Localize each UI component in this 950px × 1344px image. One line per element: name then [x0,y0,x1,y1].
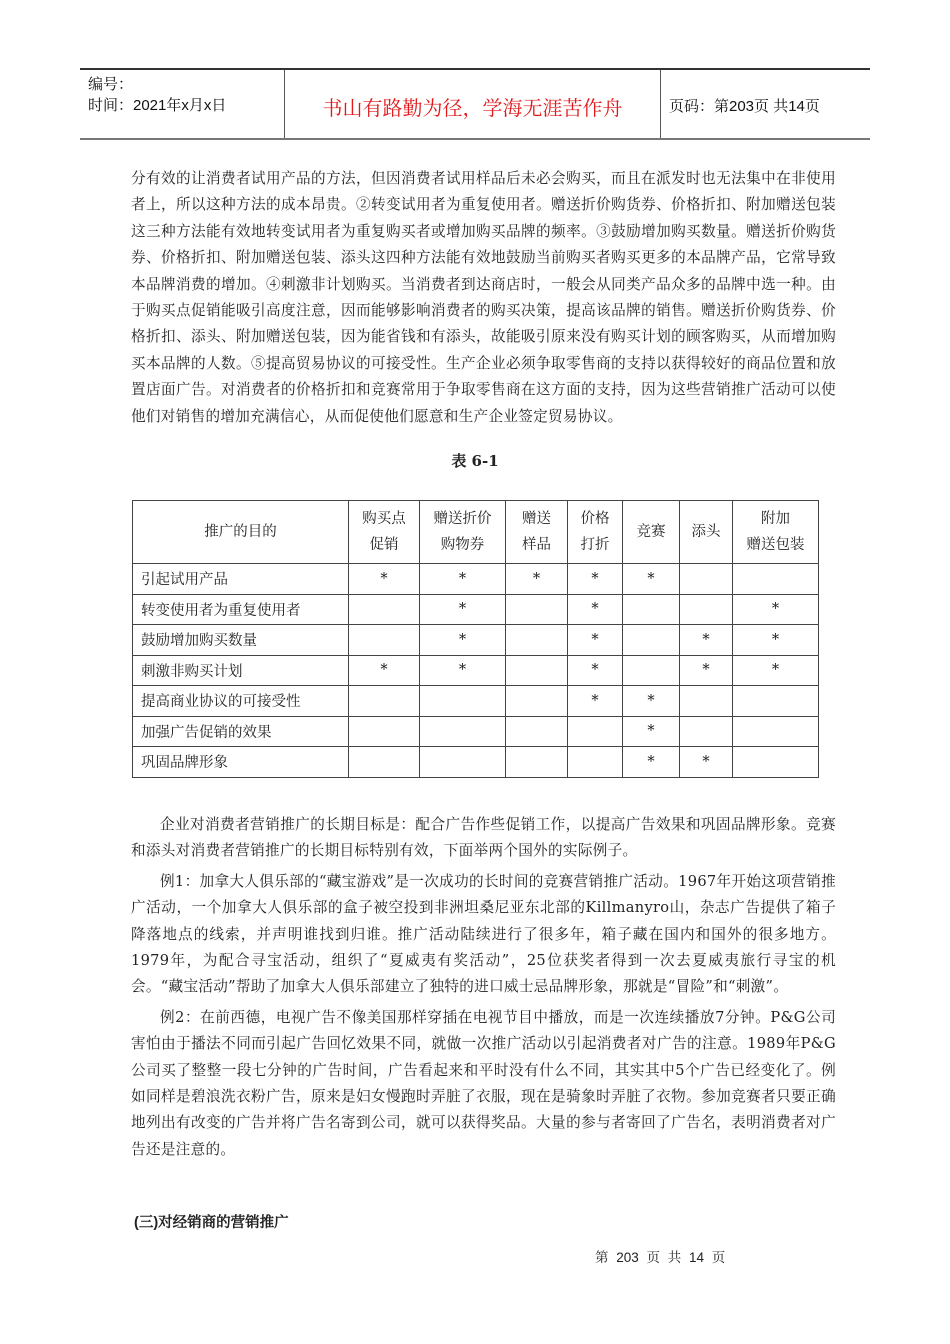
table-cell [623,594,680,625]
table-cell [349,625,420,656]
table-cell: * [420,564,506,595]
table-cell: * [623,716,680,747]
table-cell [506,594,568,625]
table-cell: * [733,655,819,686]
table-cell: * [506,564,568,595]
header-motto: 书山有路勤为径，学海无涯苦作舟 [285,70,661,138]
table-cell [733,747,819,778]
header-cell: 附加 赠送包装 [733,501,819,564]
promotion-table [132,500,819,778]
page-footer: 第 203 页 共 14 页 [595,1250,726,1265]
header-cell: 购买点 促销 [349,501,420,564]
header-cell: 推广的目的 [133,501,349,564]
table-cell [349,594,420,625]
table-cell [680,564,733,595]
table-cell [506,655,568,686]
table-cell [506,716,568,747]
table-cell: * [420,625,506,656]
table-cell [680,594,733,625]
table-cell [506,686,568,717]
table-header-row [133,501,819,564]
header-meta [80,70,285,138]
paragraph-intro: 分有效的让消费者试用产品的方法，但因消费者试用样品后未必会购买，而且在派发时也无法集中在非使用者上，所以这种方法的成本昂贵。②转变试用者为重复使用者。赠送折价购货券、价格折扣、附加赠送包装这三种方法能有效地转变试用者为重复购买者或增加购买品牌的频率。③鼓励增加购买数量。赠送折价购货券、价格折扣、附加赠送包装、添头这四种方法能有效地鼓励当前购买者购买更多的本品牌产品，它常导致本品牌消费的增加。④刺激非计划购买。当消费者到达商店时，一般会从同类产品众多的品牌中选一种。由于购买点促销能吸引高度注意，因而能够影响消费者的购买决策，提高该品牌的销售。赠送折价购货券、价格折扣、添头、附加赠送包装，因为能省钱和有添头，故能吸引原来没有购买计划的顾客购买，从而增加购买本品牌的人数。⑤提高贸易协议的可接受性。生产企业必须争取零售商的支持以获得较好的商品位置和放置店面广告。对消费者的价格折扣和竞赛常用于争取零售商在这方面的支持，因为这些营销推广活动可以使他们对销售的增加充满信心，从而促使他们愿意和生产企业签定贸易协议。 [131,170,836,425]
table-cell [623,625,680,656]
table-cell: * [568,564,623,595]
paragraph: 企业对消费者营销推广的长期目标是：配合广告作些促销工作，以提高广告效果和巩固品牌形象。竞赛和添头对消费者营销推广的长期目标特别有效，下面举两个国外的实际例子。 [131,816,836,860]
table-cell [680,716,733,747]
table-cell: * [623,686,680,717]
table-cell [420,686,506,717]
document-number-label: 编号： [88,76,134,93]
table-cell: * [733,625,819,656]
table-row [133,747,819,778]
header-cell: 赠送 样品 [506,501,568,564]
table-cell: * [680,747,733,778]
table-cell: * [680,655,733,686]
header-cell: 赠送折价 购物券 [420,501,506,564]
table-cell [680,686,733,717]
table-body [133,564,819,778]
table-cell: * [568,594,623,625]
table-cell: * [420,655,506,686]
row-label: 巩固品牌形象 [133,747,349,778]
table-cell [420,716,506,747]
header-page-number: 页码：第203页 共14页 [669,97,820,115]
table-row [133,716,819,747]
row-label: 加强广告促销的效果 [133,716,349,747]
table-cell [349,686,420,717]
table-cell: * [420,594,506,625]
table-cell: * [680,625,733,656]
table-cell [349,716,420,747]
table-cell: * [349,564,420,595]
table-cell [733,716,819,747]
table-cell [420,747,506,778]
table-row [133,564,819,595]
table-row [133,655,819,686]
table-cell [623,655,680,686]
table-cell [733,686,819,717]
table-row [133,625,819,656]
header-cell: 价格 打折 [568,501,623,564]
paragraphs-examples [131,812,836,1163]
table-cell: * [568,655,623,686]
table-row [133,686,819,717]
section-heading: (三)对经销商的营销推广 [134,1215,289,1231]
table-cell [349,747,420,778]
row-label: 鼓励增加购买数量 [133,625,349,656]
row-label: 转变使用者为重复使用者 [133,594,349,625]
document-date: 时间：2021年x月x日 [88,97,227,114]
table-cell [733,564,819,595]
header-cell: 添头 [680,501,733,564]
table-cell: * [349,655,420,686]
table-cell: * [733,594,819,625]
row-label: 提高商业协议的可接受性 [133,686,349,717]
table-cell: * [623,564,680,595]
table-cell: * [568,686,623,717]
table-cell [506,625,568,656]
table-caption: 表 6-1 [451,452,499,470]
paragraph: 例1：加拿大人俱乐部的“藏宝游戏”是一次成功的长时间的竞赛营销推广活动。1967年开始这项营销推广活动，一个加拿大人俱乐部的盒子被空投到非洲坦桑尼亚东北部的Killmanyro山，杂志广告提供了箱子降落地点的线索，并声明谁找到归谁。推广活动陆续进行了很多年，箱子藏在国内和国外的很多地方。1979年，为配合寻宝活动，组织了“夏威夷有奖活动”，25位获奖者得到一次去夏威夷旅行寻宝的机会。“藏宝活动”帮助了加拿大人俱乐部建立了独特的进口威士忌品牌形象，那就是“冒险”和“刺激”。 [131,872,836,996]
table-cell [568,716,623,747]
table-cell: * [623,747,680,778]
table-cell: * [568,625,623,656]
table-cell [568,747,623,778]
row-label: 引起试用产品 [133,564,349,595]
page-header [80,68,870,140]
row-label: 刺激非购买计划 [133,655,349,686]
paragraph: 例2：在前西德，电视广告不像美国那样穿插在电视节目中播放，而是一次连续播放7分钟。P&G公司害怕由于播法不同而引起广告回忆效果不同，就做一次推广活动以引起消费者对广告的注意。1989年P&G公司买了整整一段七分钟的广告时间，广告看起来和平时没有什么不同，其实其中5个广告已经变化了。例如同样是碧浪洗衣粉广告，原来是妇女慢跑时弄脏了衣服，现在是骑象时弄脏了衣物。参加竞赛者只要正确地列出有改变的广告并将广告名寄到公司，就可以获得奖品。大量的参与者寄回了广告名，表明消费者对广告还是注意的。 [131,1008,836,1158]
header-cell: 竞赛 [623,501,680,564]
table-row [133,594,819,625]
table-cell [506,747,568,778]
